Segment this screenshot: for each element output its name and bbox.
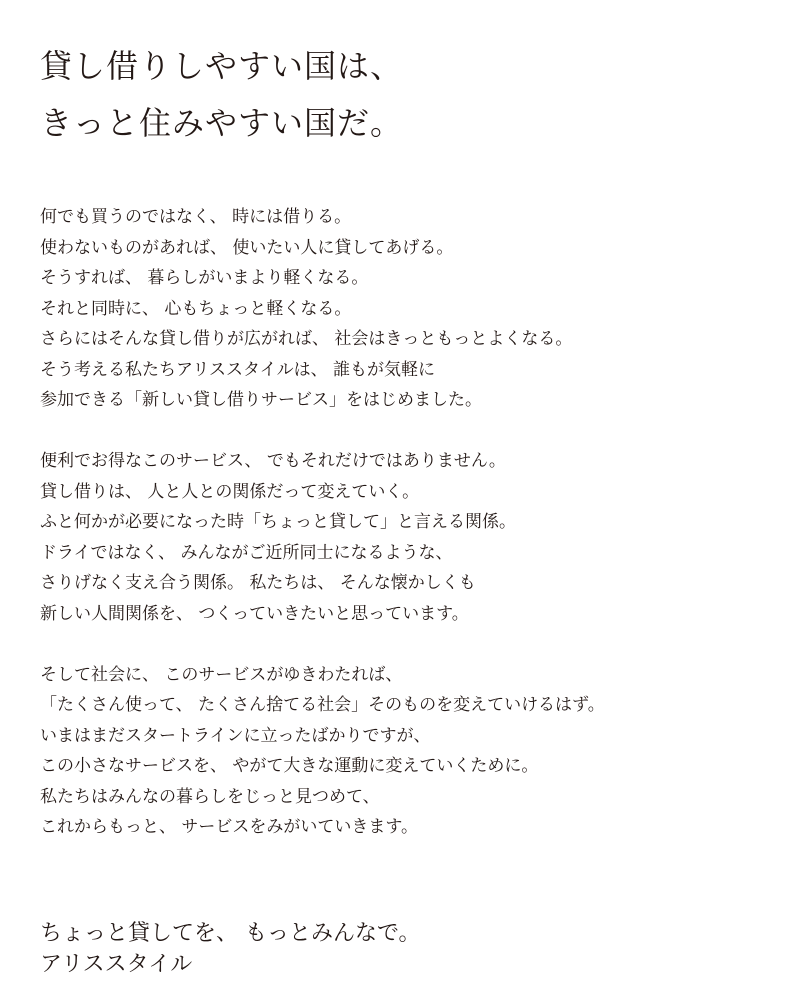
body-line: 貸し借りは、 人と人との関係だって変えていく。 xyxy=(40,481,420,502)
body-line: そして社会に、 このサービスがゆきわたれば、 xyxy=(40,664,403,685)
paragraph-1 xyxy=(40,202,780,416)
headline xyxy=(40,38,780,152)
signature-block xyxy=(40,918,780,980)
body-line: 何でも買うのではなく、 時には借りる。 xyxy=(40,207,352,227)
body-line: そうすれば、 暮らしがいまより軽くなる。 xyxy=(40,268,369,288)
body-line: 「たくさん使って、 たくさん捨てる社会」そのものを変えていけるはず。 xyxy=(40,695,605,715)
body-line: 私たちはみんなの暮らしをじっと見つめて、 xyxy=(40,786,380,807)
body-line: 使わないものがあれば、 使いたい人に貸してあげる。 xyxy=(40,237,454,258)
body-line: 新しい人間関係を、 つくっていきたいと思っています。 xyxy=(40,603,469,624)
body-line: それと同時に、 心もちょっと軽くなる。 xyxy=(40,298,352,319)
body-line: 参加できる「新しい貸し借りサービス」をはじめました。 xyxy=(40,390,482,410)
headline-line-1: 貸し借りしやすい国は、 xyxy=(40,47,404,85)
headline-line-2: きっと住みやすい国だ。 xyxy=(40,104,404,142)
body-line: ドライではなく、 みんながご近所同士になるような、 xyxy=(40,542,453,563)
paragraph-2 xyxy=(40,446,780,629)
body-line: さらにはそんな貸し借りが広がれば、 社会はきっともっとよくなる。 xyxy=(40,329,573,349)
body-line: 便利でお得なこのサービス、 でもそれだけではありません。 xyxy=(40,451,506,471)
body-line: ふと何かが必要になった時「ちょっと貸して」と言える関係。 xyxy=(40,512,516,532)
body-line: これからもっと、 サービスをみがいていきます。 xyxy=(40,817,419,837)
slogan: ちょっと貸してを、 もっとみんなで。 xyxy=(40,921,421,946)
body-line: さりげなく支え合う関係。 私たちは、 そんな懐かしくも xyxy=(40,573,476,593)
body-line: いまはまだスタートラインに立ったばかりですが、 xyxy=(40,725,431,746)
body-line: この小さなサービスを、 やがて大きな運動に変えていくために。 xyxy=(40,756,539,776)
company-name: アリススタイル xyxy=(40,952,193,977)
paragraph-3 xyxy=(40,660,780,843)
body-text xyxy=(40,202,780,843)
body-line: そう考える私たちアリススタイルは、 誰もが気軽に xyxy=(40,359,436,380)
